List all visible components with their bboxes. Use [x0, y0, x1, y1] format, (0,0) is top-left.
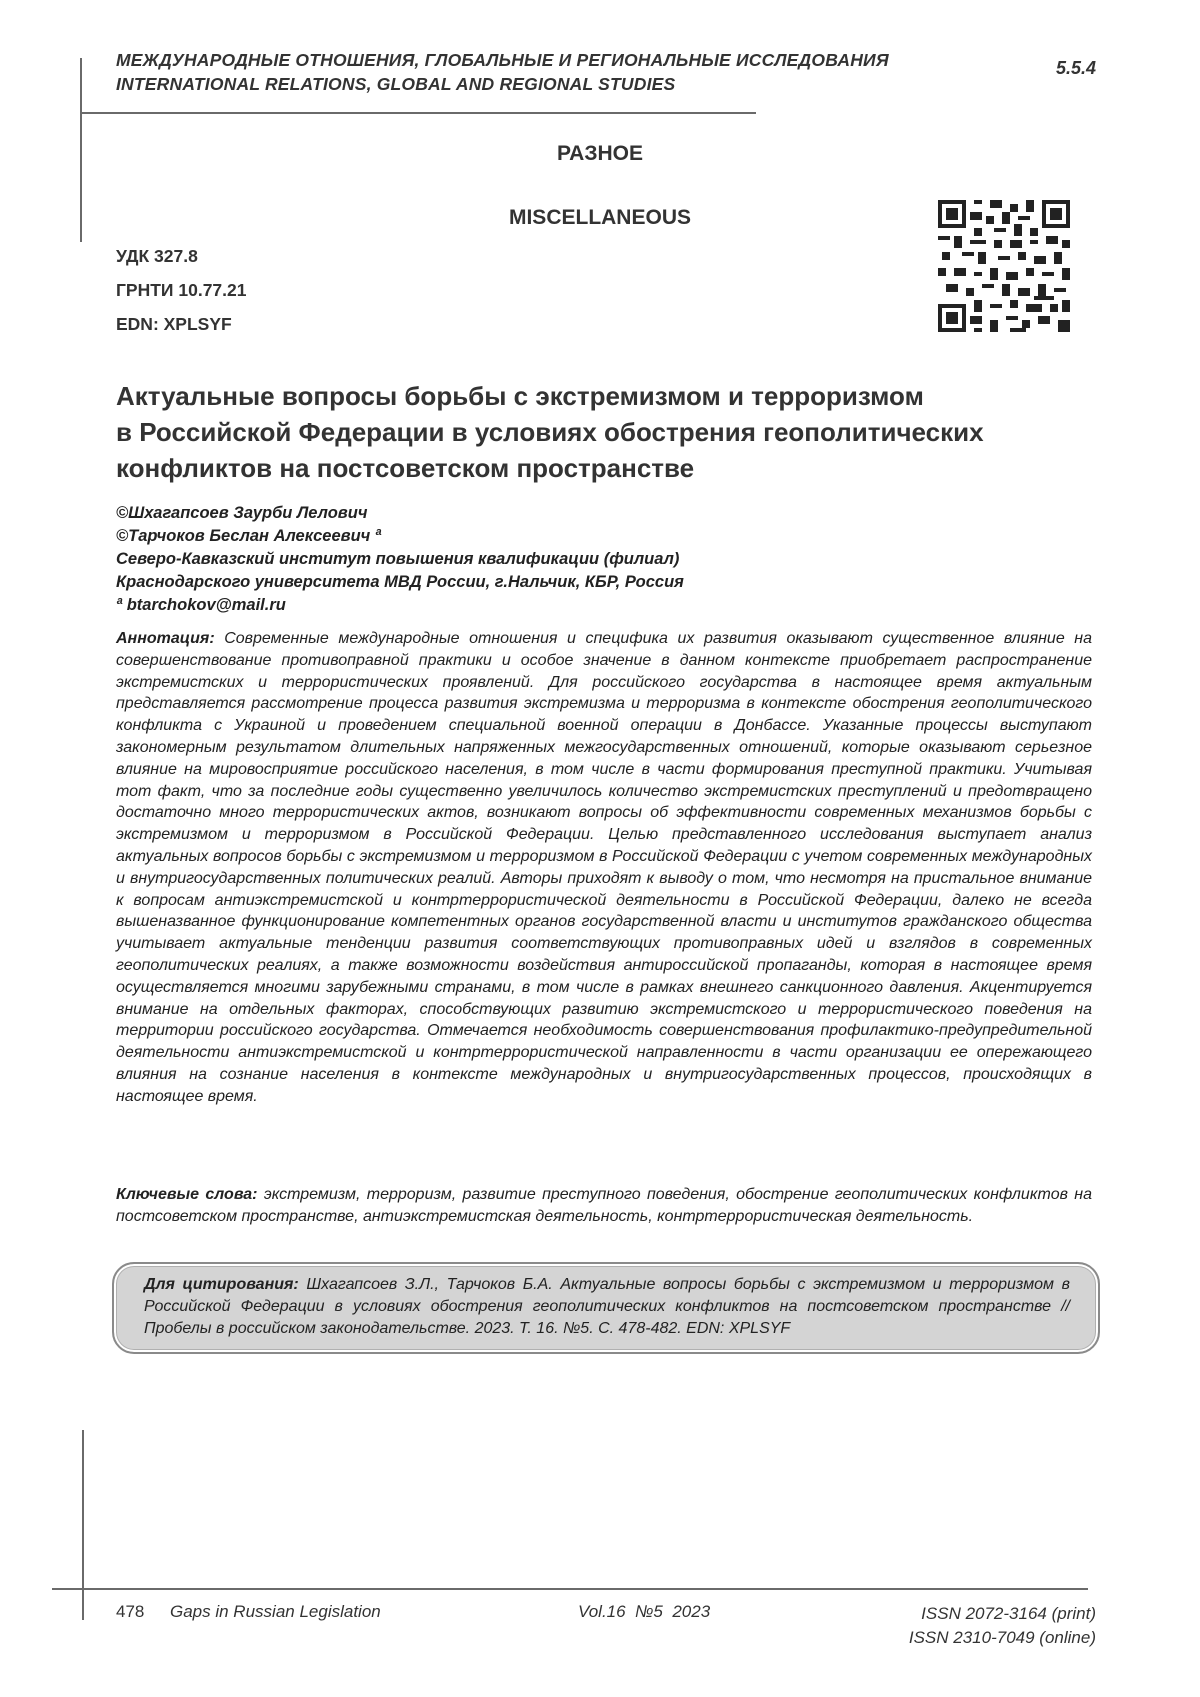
journal-title-ru: МЕЖДУНАРОДНЫЕ ОТНОШЕНИЯ, ГЛОБАЛЬНЫЕ И РЕГИОНАЛЬНЫЕ ИССЛЕДОВАНИЯ: [116, 50, 889, 70]
udk-code: УДК 327.8: [116, 246, 198, 266]
abstract: [116, 628, 1092, 1108]
keywords: [116, 1184, 1092, 1228]
article-title-line: конфликтов на постсоветском пространстве: [116, 453, 695, 483]
edn-code: EDN: XPLSYF: [116, 314, 232, 334]
issn-online: ISSN 2310-7049 (online): [908, 1628, 1096, 1647]
grnti-code: ГРНТИ 10.77.21: [116, 280, 247, 300]
abstract-label: Аннотация:: [116, 630, 215, 647]
author-affiliation: Краснодарского университета МВД России, г.Нальчик, КБР, Россия: [116, 573, 684, 591]
author-block: [116, 502, 1016, 617]
footer-rule: [52, 1588, 1088, 1590]
footer-issn: [909, 1602, 1096, 1650]
section-title-ru: РАЗНОЕ: [557, 142, 643, 165]
citation-text: Шхагапсоев З.Л., Тарчоков Б.А. Актуальные вопросы борьбы с экстремизмом и терроризмом в Российской Федерации в условиях обострения геополитических конфликтов на постсоветском пространстве // Пробелы в российском законодательстве. 2023. Т. 16. №5. С. 478-482. EDN: XPLSYF: [144, 1276, 1071, 1337]
qr-code-icon: [938, 200, 1070, 332]
citation: [144, 1274, 1070, 1340]
article-title: [116, 378, 1056, 486]
citation-label: Для цитирования:: [144, 1276, 299, 1293]
issn-print: ISSN 2072-3164 (print): [921, 1604, 1096, 1623]
journal-title-en: INTERNATIONAL RELATIONS, GLOBAL AND REGIONAL STUDIES: [116, 74, 676, 94]
crop-line-bottom-vertical: [82, 1430, 84, 1620]
footer-volume: Vol.16 №5 2023: [578, 1602, 711, 1621]
author-name: ©Шхагапсоев Заурби Лелович: [116, 504, 368, 522]
author-affiliation: Северо-Кавказский институт повышения квалификации (филиал): [116, 550, 680, 568]
page-number: 478: [116, 1602, 145, 1621]
specialty-code: 5.5.4: [1055, 58, 1096, 78]
article-title-line: Актуальные вопросы борьбы с экстремизмом и терроризмом: [116, 381, 924, 411]
author-email[interactable]: ª btarchokov@mail.ru: [116, 596, 286, 614]
citation-box: [112, 1262, 1100, 1354]
keywords-label: Ключевые слова:: [116, 1186, 258, 1203]
article-title-line: в Российской Федерации в условиях обострения геополитических: [116, 417, 984, 447]
keywords-text: экстремизм, терроризм, развитие преступного поведения, обострение геополитических конфликтов на постсоветском пространстве, антиэкстремистская деятельность, контртеррористическая деятельность.: [116, 1186, 1093, 1225]
abstract-text: Современные международные отношения и специфика их развития оказывают существенное влияние на совершенствование противоправной практики и особое значение в данном контексте приобретает распространение экстремистских и террористических проявлений. Для российского государства в настоящее время актуальным представляется рассмотрение процесса развития экстремизма и терроризма в контексте обострения геополитического конфликта с Украиной и проведением специальной военной операции в Донбассе. Указанные процессы выступают закономерным результатом длительных напряженных межгосударственных отношений, которые оказывают серьезное влияние на мировосприятие российского населения, в том числе в части формирования преступной практики. Учитывая тот факт, что за последние годы существенно увеличилось количество экстремистских преступлений и предотвращено достаточно много террористических актов, возникают вопросы об эффективности современных механизмов борьбы с экстремизмом и терроризмом в Российской Федерации. Целью представленного исследования выступает анализ актуальных вопросов борьбы с экстремизмом и терроризмом в Российской Федерации с учетом современных международных и внутригосударственных политических реалий. Авторы приходят к выводу о том, что несмотря на пристальное внимание к вопросам антиэкстремистской и контртеррористической деятельности в Российской Федерации, далеко не всегда вышеназванное функционирование компетентных органов государственной власти и институтов гражданского общества учитывает актуальные тенденции развития соответствующих противоправных идей и взглядов в современных геополитических реалиях, а также возможности воздействия антироссийской пропаганды, которая в настоящее время осуществляется многими зарубежными странами, в том числе в рамках внешнего санкционного давления. Акцентируется внимание на отдельных факторах, способствующих развитию экстремистского и террористического поведения на территории российского государства. Отмечается необходимость совершенствования профилактико-предупредительной деятельности антиэкстремистской и контртеррористической направленности в части организации ее опережающего влияния на сознание населения в контексте международных и внутригосударственных процессов, происходящих в настоящее время.: [116, 630, 1092, 1105]
footer-journal-name: Gaps in Russian Legislation: [170, 1602, 381, 1621]
crop-line-top-horizontal: [80, 112, 756, 114]
section-title-en: MISCELLANEOUS: [508, 206, 691, 229]
author-name: ©Тарчоков Беслан Алексеевич ª: [116, 527, 381, 545]
